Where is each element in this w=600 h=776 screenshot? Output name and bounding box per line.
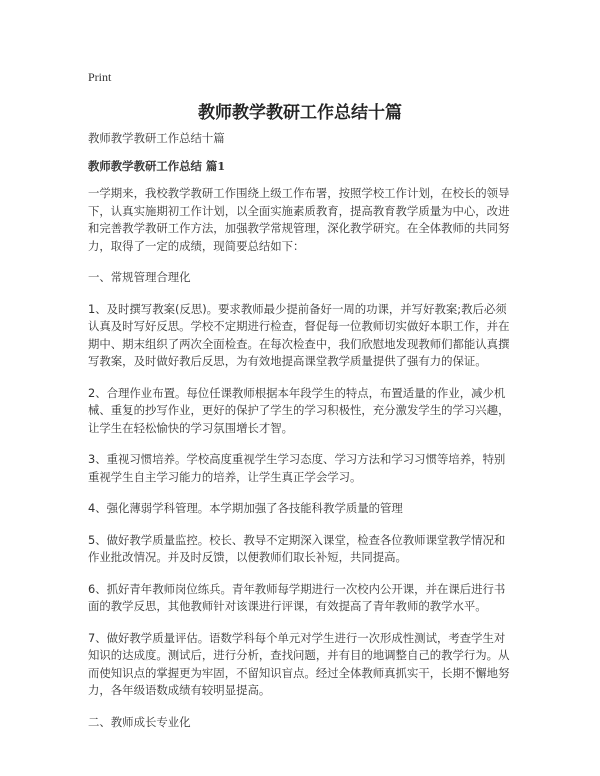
- page-title: 教师教学教研工作总结十篇: [198, 103, 402, 123]
- print-link[interactable]: Print: [88, 70, 112, 84]
- heading-routine-management: 一、常规管理合理化: [88, 270, 191, 284]
- article-body: [88, 130, 512, 745]
- paragraph-item-3: 3、重视习惯培养。学校高度重视学生学习态度、学习方法和学习习惯等培养，特别重视学生自主学习能力的培养，让学生真正学会学习。: [88, 452, 506, 484]
- article-subtitle: 教师教学教研工作总结十篇: [88, 131, 225, 145]
- section-heading: 教师教学教研工作总结 篇1: [88, 158, 226, 173]
- paragraph-item-2: 2、合理作业布置。每位任课教师根据本年段学生的特点，布置适量的作业，减少机械、重复的抄写作业，更好的保护了学生的学习积极性，充分激发学生的学习兴趣，让学生在轻松愉快的学习氛围增长才智。: [88, 385, 510, 435]
- intro-paragraph: 一学期来，我校教学教研工作围绕上级工作布署，按照学校工作计划，在校长的领导下，认真实施期初工作计划，以全面实施素质教育，提高教育教学质量为中心，改进和完善教学教研工作方法，加强教学常规管理，深化教学研究。在全体教师的共同努力，取得了一定的成绩，现简要总结如下：: [88, 186, 510, 253]
- paragraph-item-4: 4、强化薄弱学科管理。本学期加强了各技能科教学质量的管理: [88, 501, 403, 515]
- paragraph-item-7: 7、做好教学质量评估。语数学科每个单元对学生进行一次形成性测试，考查学生对知识的达成度。测试后，进行分析，查找问题，并有目的地调整自己的教学行为。从而使知识点的掌握更为牢固，不留知识盲点。经过全体教师真抓实干，长期不懈地努力，各年级语数成绩有较明显提高。: [88, 630, 510, 697]
- paragraph-item-6: 6、抓好青年教师岗位练兵。青年教师每学期进行一次校内公开课，并在课后进行书面的教学反思，其他教师针对该课进行评课，有效提高了青年教师的教学水平。: [88, 581, 506, 613]
- paragraph-item-1: 1、及时撰写教案(反思)。要求教师最少提前备好一周的功课，并写好教案;教后必须认真及时写好反思。学校不定期进行检查，督促每一位教师切实做好本职工作，并在期中、期末组织了两次全面检查。在每次检查中，我们欣慰地发现教师们都能认真撰写教案，及时做好教后反思，为有效地提高课堂教学质量提供了强有力的保证。: [88, 301, 510, 368]
- paragraph-item-5: 5、做好教学质量监控。校长、教导不定期深入课堂，检查各位教师课堂教学情况和作业批改情况。并及时反馈，以便教师们取长补短，共同提高。: [88, 532, 506, 564]
- heading-teacher-growth: 二、教师成长专业化: [88, 714, 191, 729]
